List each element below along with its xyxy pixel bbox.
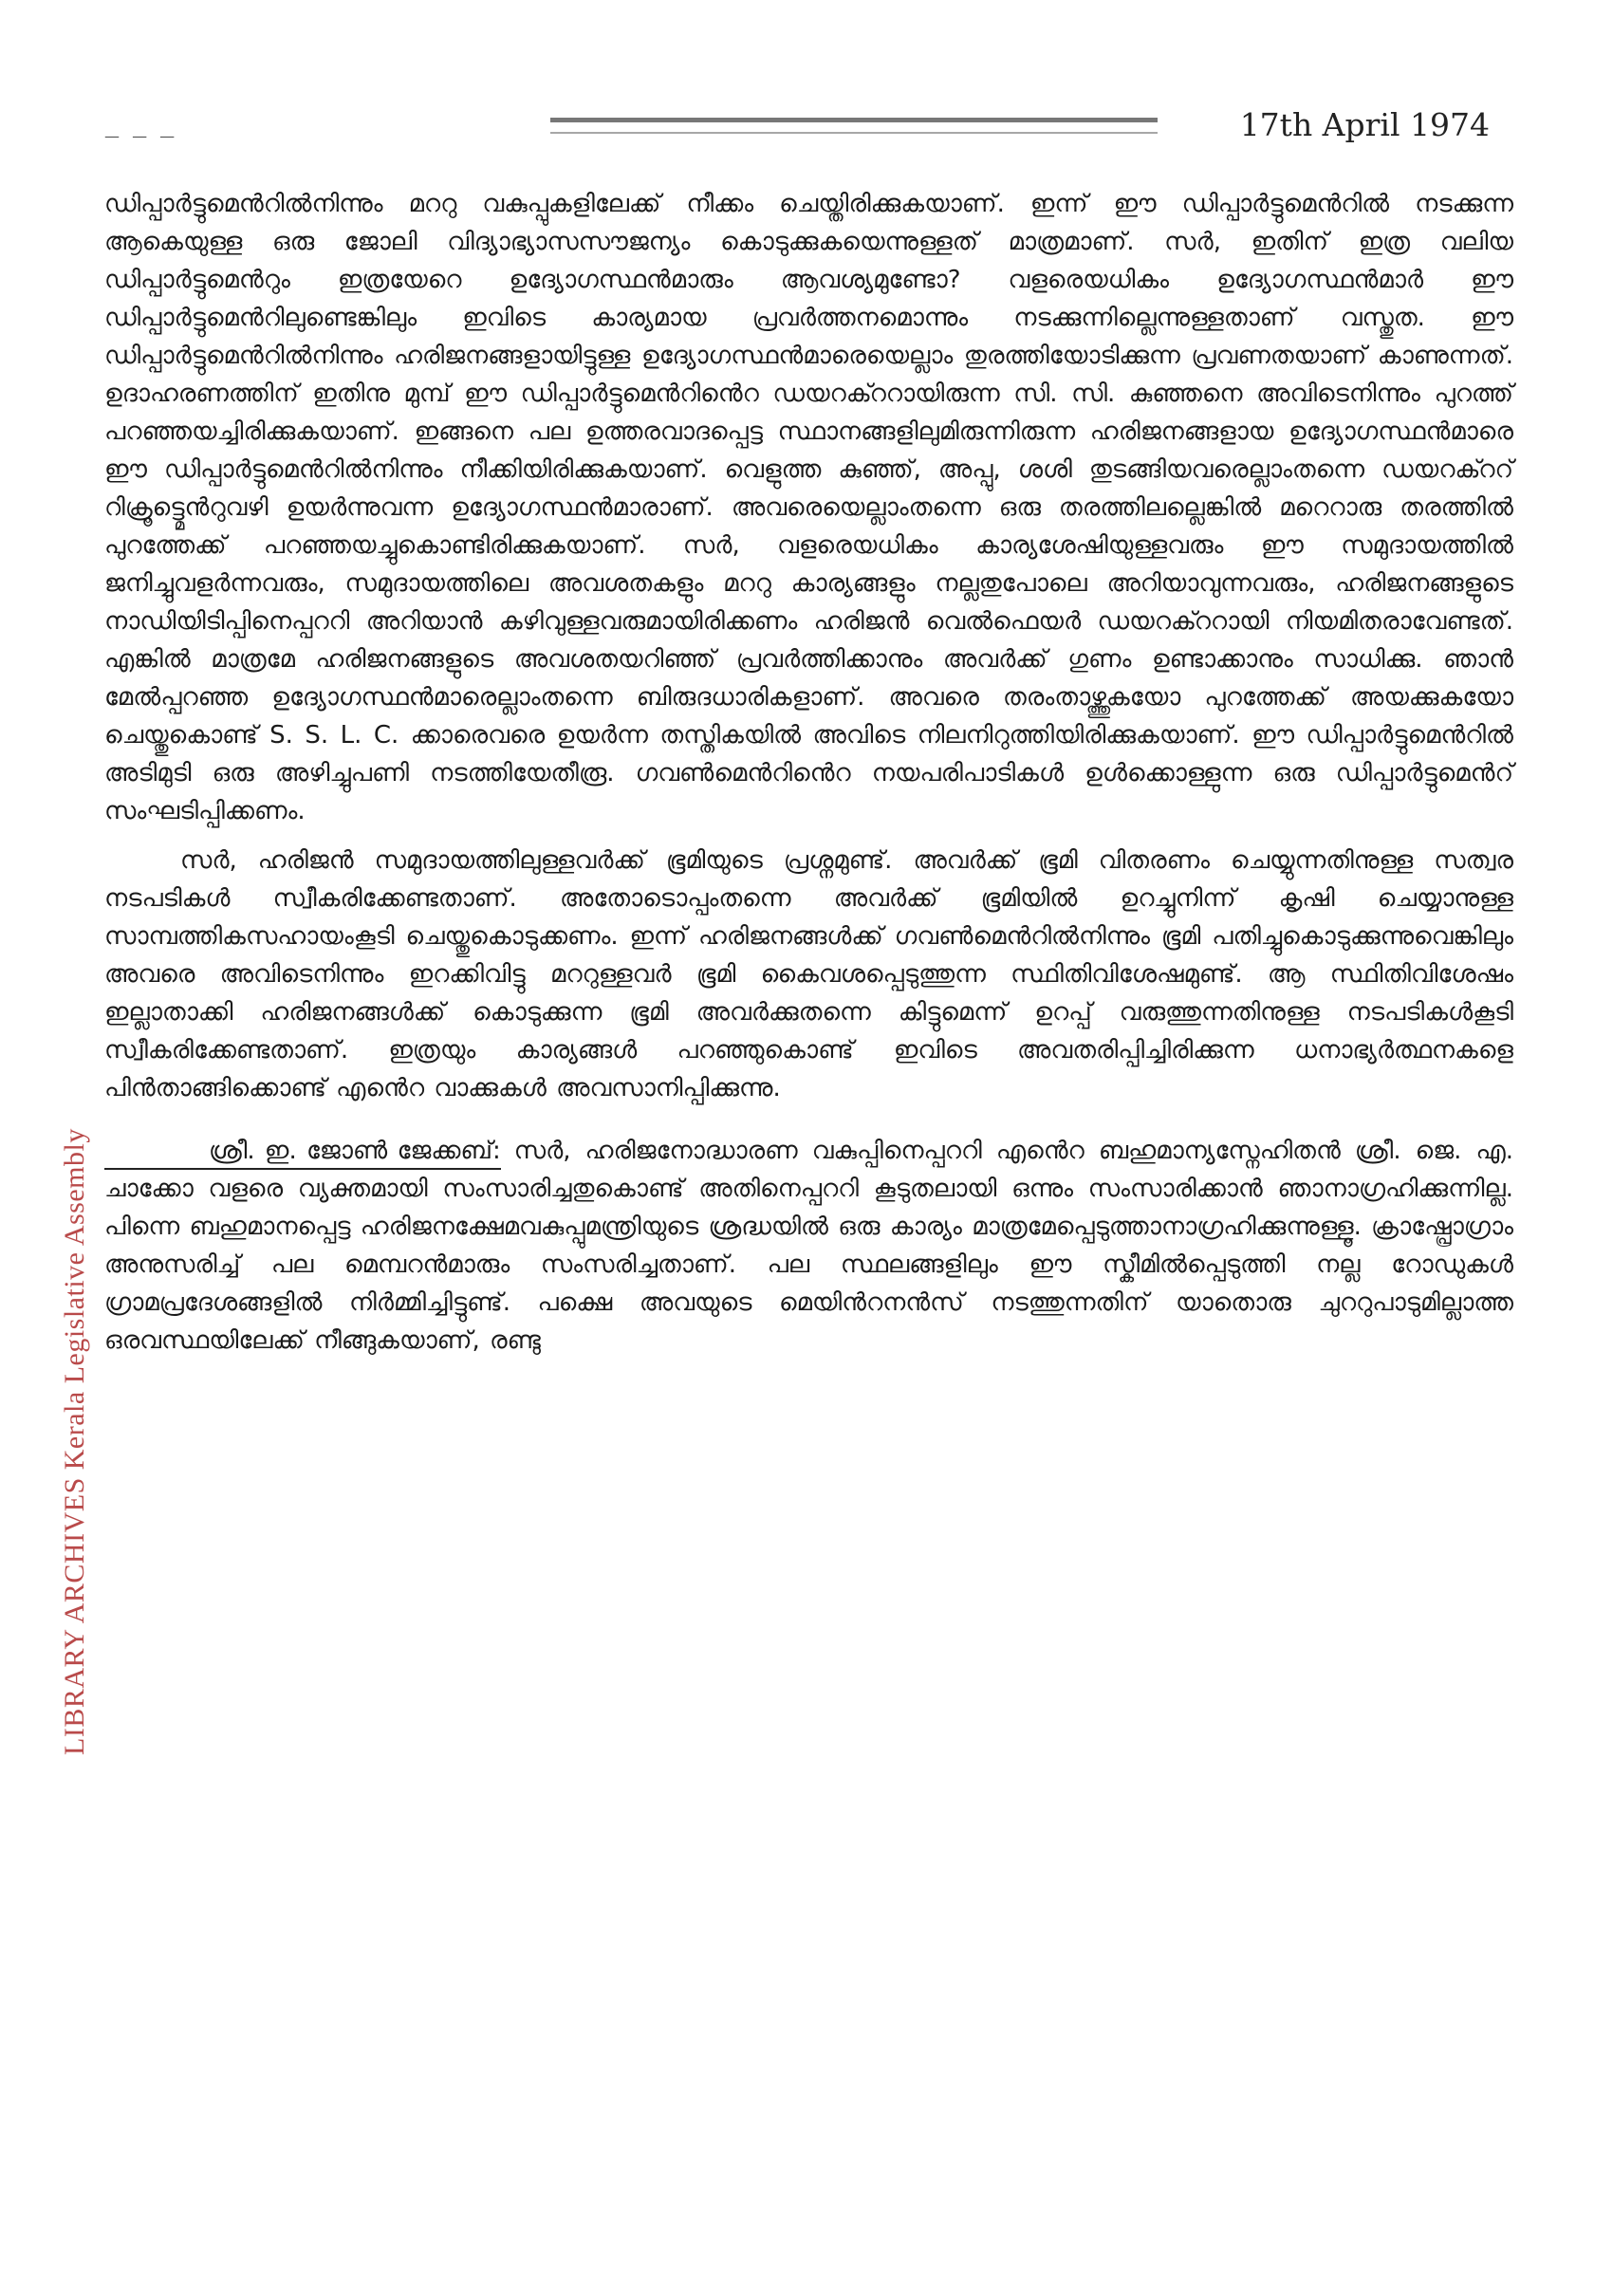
page-header: [104, 106, 1490, 144]
paragraph-1: ഡിപ്പാർട്ടുമെൻറിൽനിന്നും മററു വകുപ്പുകളിലേക്ക് നീക്കം ചെയ്തിരിക്കുകയാണ്. ഇന്ന് ഈ ഡിപ്പാർട്ടുമെൻറിൽ നടക്കുന്ന ആകെയുള്ള ഒരു ജോലി വിദ്യാഭ്യാസസൗജന്യം കൊടുക്കുകയെന്നുള്ളത് മാത്രമാണ്. സർ, ഇതിന് ഇത്ര വലിയ ഡിപ്പാർട്ടുമെൻറും ഇത്രയേറെ ഉദ്യോഗസ്ഥൻമാരും ആവശ്യമുണ്ടോ? വളരെയധികം ഉദ്യോഗസ്ഥൻമാർ ഈ ഡിപ്പാർട്ടുമെൻറിലുണ്ടെങ്കിലും ഇവിടെ കാര്യമായ പ്രവർത്തനമൊന്നും നടക്കുന്നില്ലെന്നുള്ളതാണ് വസ്തുത. ഈ ഡിപ്പാർട്ടുമെൻറിൽനിന്നും ഹരിജനങ്ങളായിട്ടുള്ള ഉദ്യോഗസ്ഥൻമാരെയെല്ലാം തുരത്തിയോടിക്കുന്ന പ്രവണതയാണ് കാണുന്നത്. ഉദാഹരണത്തിന് ഇതിനു മുമ്പ് ഈ ഡിപ്പാർട്ടുമെൻറിൻെറ ഡയറക്ററായിരുന്ന സി. സി. കുഞ്ഞനെ അവിടെനിന്നും പുറത്ത് പറഞ്ഞയച്ചിരിക്കുകയാണ്. ഇങ്ങനെ പല ഉത്തരവാദപ്പെട്ട സ്ഥാനങ്ങളിലുമിരുന്നിരുന്ന ഹരിജനങ്ങളായ ഉദ്യോഗസ്ഥൻമാരെ ഈ ഡിപ്പാർട്ടുമെൻറിൽനിന്നും നീക്കിയിരിക്കുകയാണ്. വെളുത്ത കുഞ്ഞ്, അപ്പു, ശശി തുടങ്ങിയവരെല്ലാംതന്നെ ഡയറക്ററ് റിക്രൂട്ട്മെൻറുവഴി ഉയർന്നുവന്ന ഉദ്യോഗസ്ഥൻമാരാണ്. അവരെയെല്ലാംതന്നെ ഒരു തരത്തിലല്ലെങ്കിൽ മറെറാരു തരത്തിൽ പുറത്തേക്ക് പറഞ്ഞയച്ചുകൊണ്ടിരിക്കുകയാണ്. സർ, വളരെയധികം കാര്യശേഷിയുള്ളവരും ഈ സമുദായത്തിൽ ജനിച്ചുവളർന്നവരും, സമുദായത്തിലെ അവശതകളും മററു കാര്യങ്ങളും നല്ലതുപോലെ അറിയാവുന്നവരും, ഹരിജനങ്ങളുടെ നാഡിയിടിപ്പിനെപ്പററി അറിയാൻ കഴിവുള്ളവരുമായിരിക്കണം ഹരിജൻ വെൽഫെയർ ഡയറക്ററായി നിയമിതരാവേണ്ടത്. എങ്കിൽ മാത്രമേ ഹരിജനങ്ങളുടെ അവശതയറിഞ്ഞ് പ്രവർത്തിക്കാനും അവർക്ക് ഗുണം ഉണ്ടാക്കാനും സാധിക്കു. ഞാൻ മേൽപ്പറഞ്ഞ ഉദ്യോഗസ്ഥൻമാരെല്ലാംതന്നെ ബിരുദധാരികളാണ്. അവരെ തരംതാഴ്ത്തുകയോ പുറത്തേക്ക് അയക്കുകയോ ചെയ്തുകൊണ്ട് S. S. L. C. ക്കാരെവരെ ഉയർന്ന തസ്തികയിൽ അവിടെ നിലനിറുത്തിയിരിക്കുകയാണ്. ഈ ഡിപ്പാർട്ടുമെൻറിൽ അടിമുടി ഒരു അഴിച്ചുപണി നടത്തിയേതീരൂ. ഗവൺമെൻറിൻെറ നയപരിപാടികൾ ഉൾക്കൊള്ളുന്ന ഒരു ഡിപ്പാർട്ടുമെൻറ് സംഘടിപ്പിക്കണം.: [104, 190, 1513, 825]
speech-paragraph: [104, 1132, 1513, 1360]
speaker-name: ശ്രീ. ഇ. ജോൺ ജേക്കബ്:: [104, 1134, 501, 1170]
header-title-smudge: [550, 118, 1158, 134]
paragraph-2: സർ, ഹരിജൻ സമുദായത്തിലുള്ളവർക്ക് ഭൂമിയുടെ പ്രശ്നമുണ്ട്. അവർക്ക് ഭൂമി വിതരണം ചെയ്യുന്നതിനുള്ള സത്വര നടപടികൾ സ്വീകരിക്കേണ്ടതാണ്. അതോടൊപ്പംതന്നെ അവർക്ക് ഭൂമിയിൽ ഉറച്ചുനിന്ന് കൃഷി ചെയ്യാനുള്ള സാമ്പത്തികസഹായംകൂടി ചെയ്തുകൊടുക്കണം. ഇന്ന് ഹരിജനങ്ങൾക്ക് ഗവൺമെൻറിൽനിന്നും ഭൂമി പതിച്ചുകൊടുക്കുന്നുവെങ്കിലും അവരെ അവിടെനിന്നും ഇറക്കിവിട്ടു മററുള്ളവർ ഭൂമി കൈവശപ്പെടുത്തുന്ന സ്ഥിതിവിശേഷമുണ്ട്. ആ സ്ഥിതിവിശേഷം ഇല്ലാതാക്കി ഹരിജനങ്ങൾക്ക് കൊടുക്കുന്ന ഭൂമി അവർക്കുതന്നെ കിട്ടുമെന്ന് ഉറപ്പ് വരുത്തുന്നതിനുള്ള നടപടികൾകൂടി സ്വീകരിക്കേണ്ടതാണ്. ഇത്രയും കാര്യങ്ങൾ പറഞ്ഞുകൊണ്ട് ഇവിടെ അവതരിപ്പിച്ചിരിക്കുന്ന ധനാഭ്യർത്ഥനകളെ പിൻതാങ്ങിക്കൊണ്ട് എൻെറ വാക്കുകൾ അവസാനിപ്പിക്കുന്നു.: [104, 846, 1513, 1102]
header-date: 17th April 1974: [1239, 106, 1490, 143]
header-left-marks: — — —: [104, 127, 179, 145]
speech-text: സർ, ഹരിജനോദ്ധാരണ വകുപ്പിനെപ്പററി എൻെറ ബഹുമാന്യസ്നേഹിതൻ ശ്രീ. ജെ. എ. ചാക്കോ വളരെ വ്യക്തമായി സംസാരിച്ചതുകൊണ്ട് അതിനെപ്പററി കൂടുതലായി ഒന്നും സംസാരിക്കാൻ ഞാനാഗ്രഹിക്കുന്നില്ല. പിന്നെ ബഹുമാനപ്പെട്ട ഹരിജനക്ഷേമവകുപ്പുമന്ത്രിയുടെ ശ്രദ്ധയിൽ ഒരു കാര്യം മാത്രമേപ്പെടുത്താനാഗ്രഹിക്കുന്നുള്ളൂ. ക്രാഷ്പ്രോഗ്രാം അനുസരിച്ച് പല മെമ്പറൻമാരും സംസരിച്ചതാണ്. പല സ്ഥലങ്ങളിലും ഈ സ്കീമിൽപ്പെടുത്തി നല്ല റോഡുകൾ ഗ്രാമപ്രദേശങ്ങളിൽ നിർമ്മിച്ചിട്ടുണ്ട്. പക്ഷെ അവയുടെ മെയിൻറനൻസ് നടത്തുന്നതിന് യാതൊരു ചുററുപാടുമില്ലാത്ത ഒരവസ്ഥയിലേക്ക് നീങ്ങുകയാണ്, രണ്ടു: [104, 1137, 1513, 1355]
archive-watermark: LIBRARY ARCHIVES Kerala Legislative Assembly: [59, 1128, 90, 1755]
body-text: [104, 185, 1513, 1371]
